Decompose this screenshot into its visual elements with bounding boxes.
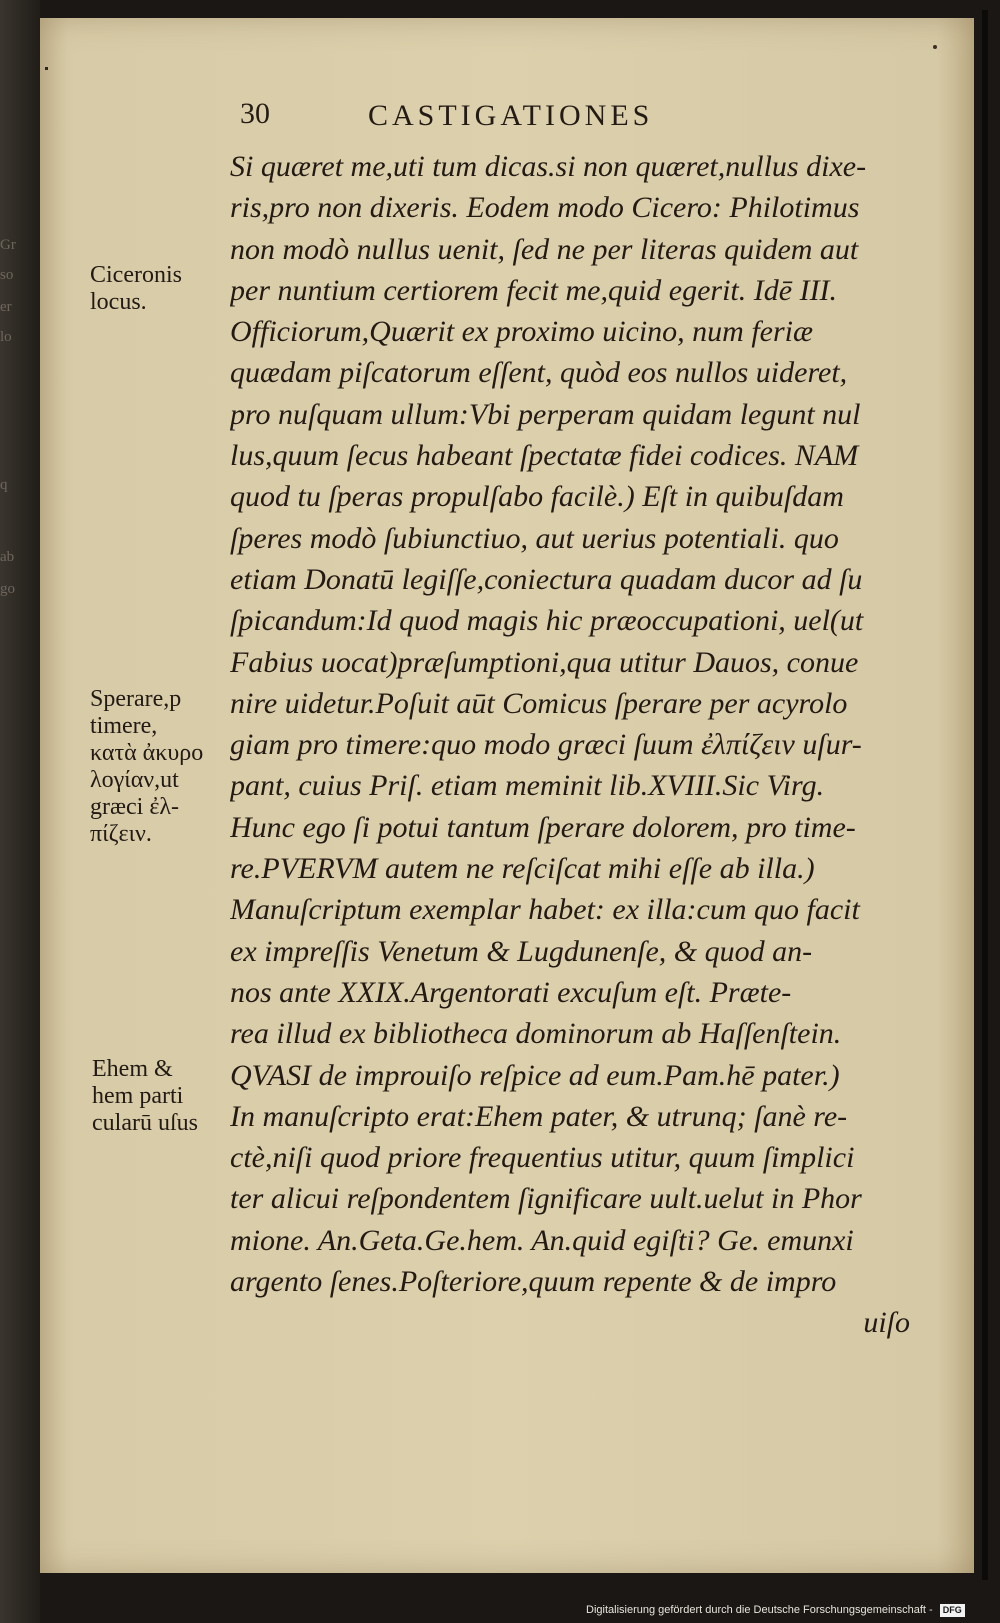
marginal-note-line: græci ἐλ-	[90, 794, 180, 820]
text-line: quod tu ſperas propulſabo facilè.) Eſt in quibuſdam	[230, 480, 844, 514]
text-line: giam pro timere:quo modo græci ſuum ἐλπίζειν uſur-	[230, 728, 862, 762]
marginal-note-line: Ciceronis	[90, 262, 182, 288]
bleed-text: ab	[0, 549, 15, 565]
text-line: pant, cuius Priſ. etiam meminit lib.XVIII.Sic Virg.	[230, 769, 825, 803]
text-line: pro nuſquam ullum:Vbi perperam quidam legunt nul	[230, 397, 861, 431]
marginal-note-line: hem parti	[92, 1083, 184, 1109]
page-number: 30	[240, 97, 270, 130]
marginal-note-line: κατὰ ἀκυρο	[90, 740, 204, 766]
text-line: ris,pro non dixeris. Eodem modo Cicero: Philotimus	[230, 191, 860, 225]
bleed-text: so	[0, 267, 14, 283]
ink-speck	[933, 45, 937, 49]
text-line: Officiorum,Quærit ex proximo uicino, num feriæ	[230, 315, 814, 349]
credit-text: Digitalisierung gefördert durch die Deutsche Forschungsgemeinschaft -	[586, 1604, 933, 1616]
text-line: ctè,niſi quod priore frequentius utitur, quum ſimplici	[230, 1141, 855, 1175]
text-line: Manuſcriptum exemplar habet: ex illa:cum quo facit	[230, 893, 860, 927]
text-line: mione. An.Geta.Ge.hem. An.quid egiſti? Ge. emunxi	[230, 1223, 854, 1257]
ink-speck	[45, 67, 48, 70]
main-text-block	[230, 146, 910, 1344]
marginal-note-sperare	[90, 686, 203, 848]
running-title: CASTIGATIONES	[368, 99, 654, 132]
text-line: In manuſcripto erat:Ehem pater, & utrunq; ſanè re-	[230, 1099, 848, 1133]
marginal-note-line: Sperare,p	[90, 686, 182, 712]
marginal-note-line: cularū uſus	[92, 1110, 198, 1136]
marginal-note-ehem	[92, 1056, 198, 1137]
text-line: Si quæret me,uti tum dicas.si non quæret,nullus dixe-	[230, 150, 867, 183]
marginal-note-line: λογίαν,ut	[90, 767, 179, 793]
text-line: Fabius uocat)præſumptioni,qua utitur Dauos, conue	[230, 645, 859, 679]
digitization-credit	[586, 1601, 965, 1619]
marginal-note-line: Ehem &	[92, 1056, 173, 1082]
bleed-text: go	[0, 581, 15, 597]
text-line: ex impreſſis Venetum & Lugdunenſe, & quod an-	[230, 934, 813, 968]
marginal-note-line: πίζειν.	[90, 821, 152, 847]
marginal-note-cicero	[90, 262, 182, 316]
text-line: non modò nullus uenit, ſed ne per literas quidem aut	[230, 232, 859, 266]
adjacent-page-edge	[0, 0, 40, 1623]
bleed-text: Gr	[0, 237, 16, 253]
text-line: etiam Donatū legiſſe,coniectura quadam ducor ad ſu	[230, 562, 863, 596]
text-line: nos ante XXIX.Argentorati excuſum eſt. Præte-	[230, 975, 792, 1009]
text-line: ſperes modò ſubiunctiuo, aut uerius potentiali. quo	[230, 521, 839, 555]
bleed-text: er	[0, 299, 12, 315]
bleed-text: lo	[0, 329, 12, 345]
text-line: lus,quum ſecus habeant ſpectatæ fidei codices. NAM	[230, 439, 859, 473]
page-header	[240, 95, 740, 139]
marginal-note-line: timere,	[90, 713, 158, 739]
catchword: uiſo	[863, 1306, 910, 1340]
text-line: quædam piſcatorum eſſent, quòd eos nullos uideret,	[230, 356, 848, 390]
text-line: Hunc ego ſi potui tantum ſperare dolorem, pro time-	[230, 810, 856, 844]
page-shadow-edge	[982, 10, 988, 1580]
text-line: ſpicandum:Id quod magis hic præoccupationi, uel(ut	[230, 604, 864, 638]
bleed-text: q	[0, 477, 8, 493]
text-line: rea illud ex bibliotheca dominorum ab Haſſenſtein.	[230, 1017, 842, 1051]
dfg-logo: DFG	[940, 1604, 965, 1617]
text-line: QVASI de improuiſo reſpice ad eum.Pam.hē pater.)	[230, 1058, 840, 1092]
text-line: nire uidetur.Poſuit aūt Comicus ſperare per acyrolo	[230, 686, 848, 720]
marginal-note-line: locus.	[90, 289, 147, 315]
text-line: ter alicui reſpondentem ſignificare uult.uelut in Phor	[230, 1182, 862, 1216]
text-line: argento ſenes.Poſteriore,quum repente & de impro	[230, 1265, 837, 1299]
text-line: per nuntium certiorem fecit me,quid egerit. Idē III.	[230, 273, 838, 307]
text-line: re.PVERVM autem ne reſciſcat mihi eſſe ab illa.)	[230, 852, 815, 886]
